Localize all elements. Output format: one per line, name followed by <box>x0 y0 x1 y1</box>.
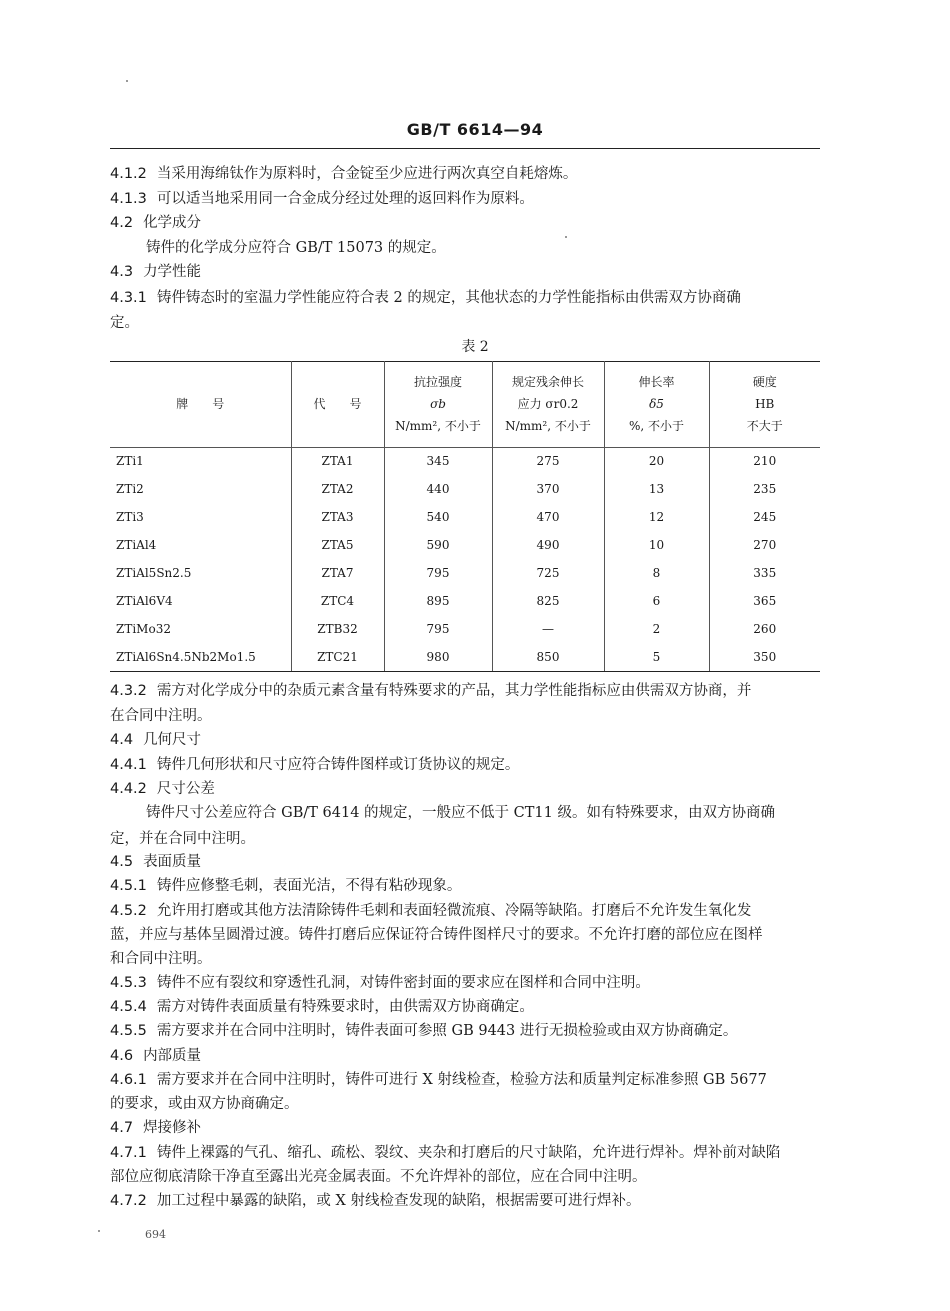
cell-hardness: 260 <box>709 615 820 643</box>
table-row <box>110 447 820 475</box>
table-row <box>110 587 820 615</box>
clause-text: 当采用海绵钛作为原料时，合金锭至少应进行两次真空自耗熔炼。 <box>156 166 578 182</box>
clause-text: 铸件上裸露的气孔、缩孔、疏松、裂纹、夹杂和打磨后的尺寸缺陷，允许进行焊补。焊补前对缺陷 <box>156 1145 781 1161</box>
clause-number: 4.4.2 <box>110 781 147 797</box>
header-code: 代 号 <box>291 361 384 447</box>
paragraph-continuation: 蓝，并应与基体呈圆滑过渡。铸件打磨后应保证符合铸件图样尺寸的要求。不允许打磨的部位应在图样 <box>110 927 763 943</box>
cell-code: ZTB32 <box>291 615 384 643</box>
cell-proof: — <box>492 615 604 643</box>
cell-grade: ZTi2 <box>116 482 144 496</box>
clause-number: 4.5.1 <box>110 878 147 894</box>
cell-proof: 850 <box>492 643 604 671</box>
table-row <box>110 531 820 559</box>
cell-tensile: 895 <box>384 587 492 615</box>
cell-hardness: 235 <box>709 475 820 503</box>
table-row <box>110 475 820 503</box>
cell-grade: ZTi3 <box>116 510 144 524</box>
cell-proof: 490 <box>492 531 604 559</box>
clause-number: 4.4 <box>110 732 134 748</box>
clause-4-4-2 <box>110 779 820 799</box>
cell-proof: 370 <box>492 475 604 503</box>
clause-number: 4.6 <box>110 1048 134 1064</box>
cell-code: ZTA1 <box>291 447 384 475</box>
page-number: 694 <box>145 1228 166 1241</box>
cell-code: ZTA3 <box>291 503 384 531</box>
cell-hardness: 210 <box>709 447 820 475</box>
cell-code: ZTA7 <box>291 559 384 587</box>
clause-4-4 <box>110 730 820 750</box>
clause-text: 需方对铸件表面质量有特殊要求时，由供需双方协商确定。 <box>156 999 534 1015</box>
cell-elongation: 20 <box>604 447 709 475</box>
cell-tensile: 345 <box>384 447 492 475</box>
paragraph-text: 铸件尺寸公差应符合 GB/T 6414 的规定，一般应不低于 CT11 级。如有特殊要求，由双方协商确 <box>146 805 775 821</box>
clause-4-5-5 <box>110 1021 820 1041</box>
clause-text: 允许用打磨或其他方法清除铸件毛刺和表面轻微流痕、冷隔等缺陷。打磨后不允许发生氧化发 <box>156 903 752 919</box>
cell-elongation: 13 <box>604 475 709 503</box>
cell-elongation: 2 <box>604 615 709 643</box>
clause-text: 内部质量 <box>143 1048 202 1064</box>
clause-number: 4.6.1 <box>110 1072 147 1088</box>
clause-number: 4.5.4 <box>110 999 147 1015</box>
cell-proof: 825 <box>492 587 604 615</box>
table-row <box>110 559 820 587</box>
cell-hardness: 350 <box>709 643 820 671</box>
cell-proof: 725 <box>492 559 604 587</box>
cell-code: ZTC4 <box>291 587 384 615</box>
clause-4-5-3 <box>110 973 820 993</box>
header-hardness: 硬度 HB 不大于 <box>709 361 820 447</box>
table-row <box>110 503 820 531</box>
cell-grade: ZTiMo32 <box>116 622 171 636</box>
cell-tensile: 980 <box>384 643 492 671</box>
clause-4-3-2 <box>110 681 820 701</box>
clause-number: 4.4.1 <box>110 757 147 773</box>
paragraph-text: 铸件的化学成分应符合 GB/T 15073 的规定。 <box>146 240 446 256</box>
clause-4-3 <box>110 262 820 282</box>
clause-4-5 <box>110 852 820 872</box>
clause-number: 4.3 <box>110 264 134 280</box>
header-proof-stress: 规定残余伸长 应力 σr0.2 N/mm², 不小于 <box>492 361 604 447</box>
cell-code: ZTA5 <box>291 531 384 559</box>
cell-elongation: 12 <box>604 503 709 531</box>
cell-proof: 470 <box>492 503 604 531</box>
table-bottom-rule <box>110 671 820 672</box>
cell-grade: ZTiAl5Sn2.5 <box>116 566 192 580</box>
scan-speck <box>126 80 128 82</box>
cell-tensile: 540 <box>384 503 492 531</box>
header-grade: 牌 号 <box>110 361 291 447</box>
clause-number: 4.2 <box>110 215 134 231</box>
clause-4-5-1 <box>110 876 820 896</box>
clause-number: 4.5 <box>110 854 134 870</box>
clause-number: 4.3.2 <box>110 683 147 699</box>
clause-text: 需方对化学成分中的杂质元素含量有特殊要求的产品，其力学性能指标应由供需双方协商，并 <box>156 683 752 699</box>
table-row <box>110 615 820 643</box>
paragraph-continuation: 定。 <box>110 315 139 331</box>
clause-number: 4.1.2 <box>110 166 147 182</box>
clause-text: 几何尺寸 <box>143 732 202 748</box>
clause-text: 需方要求并在合同中注明时，铸件可进行 X 射线检查，检验方法和质量判定标准参照 GB 5677 <box>156 1072 767 1088</box>
clause-text: 铸件应修整毛刺，表面光洁，不得有粘砂现象。 <box>156 878 462 894</box>
cell-elongation: 8 <box>604 559 709 587</box>
clause-4-6 <box>110 1046 820 1066</box>
cell-hardness: 335 <box>709 559 820 587</box>
clause-number: 4.5.5 <box>110 1023 147 1039</box>
cell-tensile: 440 <box>384 475 492 503</box>
cell-hardness: 270 <box>709 531 820 559</box>
scan-speck <box>98 1230 100 1232</box>
cell-hardness: 365 <box>709 587 820 615</box>
page-header-title: GB/T 6614—94 <box>406 120 544 139</box>
scan-speck <box>565 236 567 238</box>
cell-elongation: 6 <box>604 587 709 615</box>
cell-code: ZTA2 <box>291 475 384 503</box>
clause-text: 可以适当地采用同一合金成分经过处理的返回料作为原料。 <box>156 191 534 207</box>
clause-4-1-2 <box>110 164 820 184</box>
header-rule <box>110 148 820 149</box>
clause-number: 4.5.2 <box>110 903 147 919</box>
clause-text: 焊接修补 <box>143 1120 202 1136</box>
table-row <box>110 643 820 671</box>
clause-number: 4.5.3 <box>110 975 147 991</box>
clause-text: 表面质量 <box>143 854 202 870</box>
clause-4-4-1 <box>110 755 820 775</box>
clause-4-5-4 <box>110 997 820 1017</box>
paragraph-continuation: 在合同中注明。 <box>110 708 212 724</box>
clause-text: 化学成分 <box>143 215 202 231</box>
paragraph-continuation: 的要求，或由双方协商确定。 <box>110 1096 299 1112</box>
cell-grade: ZTiAl6Sn4.5Nb2Mo1.5 <box>116 650 256 664</box>
clause-text: 尺寸公差 <box>156 781 215 797</box>
cell-grade: ZTiAl4 <box>116 538 157 552</box>
cell-tensile: 795 <box>384 615 492 643</box>
table-header-row <box>110 361 820 447</box>
clause-text: 铸件不应有裂纹和穿透性孔洞，对铸件密封面的要求应在图样和合同中注明。 <box>156 975 650 991</box>
paragraph-continuation: 部位应彻底清除干净直至露出光亮金属表面。不允许焊补的部位，应在合同中注明。 <box>110 1169 647 1185</box>
cell-elongation: 10 <box>604 531 709 559</box>
clause-text: 力学性能 <box>143 264 202 280</box>
clause-4-2 <box>110 213 820 233</box>
clause-number: 4.7.1 <box>110 1145 147 1161</box>
cell-grade: ZTi1 <box>116 454 144 469</box>
clause-4-6-1 <box>110 1070 820 1090</box>
cell-hardness: 245 <box>709 503 820 531</box>
properties-table <box>110 361 820 671</box>
clause-text: 铸件几何形状和尺寸应符合铸件图样或订货协议的规定。 <box>156 757 520 773</box>
paragraph-continuation: 和合同中注明。 <box>110 951 212 967</box>
cell-code: ZTC21 <box>291 643 384 671</box>
clause-text: 铸件铸态时的室温力学性能应符合表 2 的规定，其他状态的力学性能指标由供需双方协商确 <box>156 290 741 306</box>
table-caption: 表 2 <box>461 339 489 355</box>
clause-4-7-1 <box>110 1143 820 1163</box>
clause-4-7 <box>110 1118 820 1138</box>
clause-text: 需方要求并在合同中注明时，铸件表面可参照 GB 9443 进行无损检验或由双方协商确定。 <box>156 1023 738 1039</box>
clause-number: 4.1.3 <box>110 191 147 207</box>
clause-number: 4.3.1 <box>110 290 147 306</box>
clause-text: 加工过程中暴露的缺陷，或 X 射线检查发现的缺陷，根据需要可进行焊补。 <box>156 1193 641 1209</box>
cell-elongation: 5 <box>604 643 709 671</box>
clause-4-5-2 <box>110 901 820 921</box>
paragraph-continuation: 定，并在合同中注明。 <box>110 831 255 847</box>
cell-grade: ZTiAl6V4 <box>116 594 173 608</box>
clause-4-1-3 <box>110 189 820 209</box>
header-elongation: 伸长率 δ5 %, 不小于 <box>604 361 709 447</box>
clause-4-3-1 <box>110 288 820 308</box>
clause-number: 4.7 <box>110 1120 134 1136</box>
clause-number: 4.7.2 <box>110 1193 147 1209</box>
cell-tensile: 795 <box>384 559 492 587</box>
header-tensile-strength: 抗拉强度 σb N/mm², 不小于 <box>384 361 492 447</box>
cell-proof: 275 <box>492 447 604 475</box>
clause-4-7-2 <box>110 1191 820 1211</box>
cell-tensile: 590 <box>384 531 492 559</box>
